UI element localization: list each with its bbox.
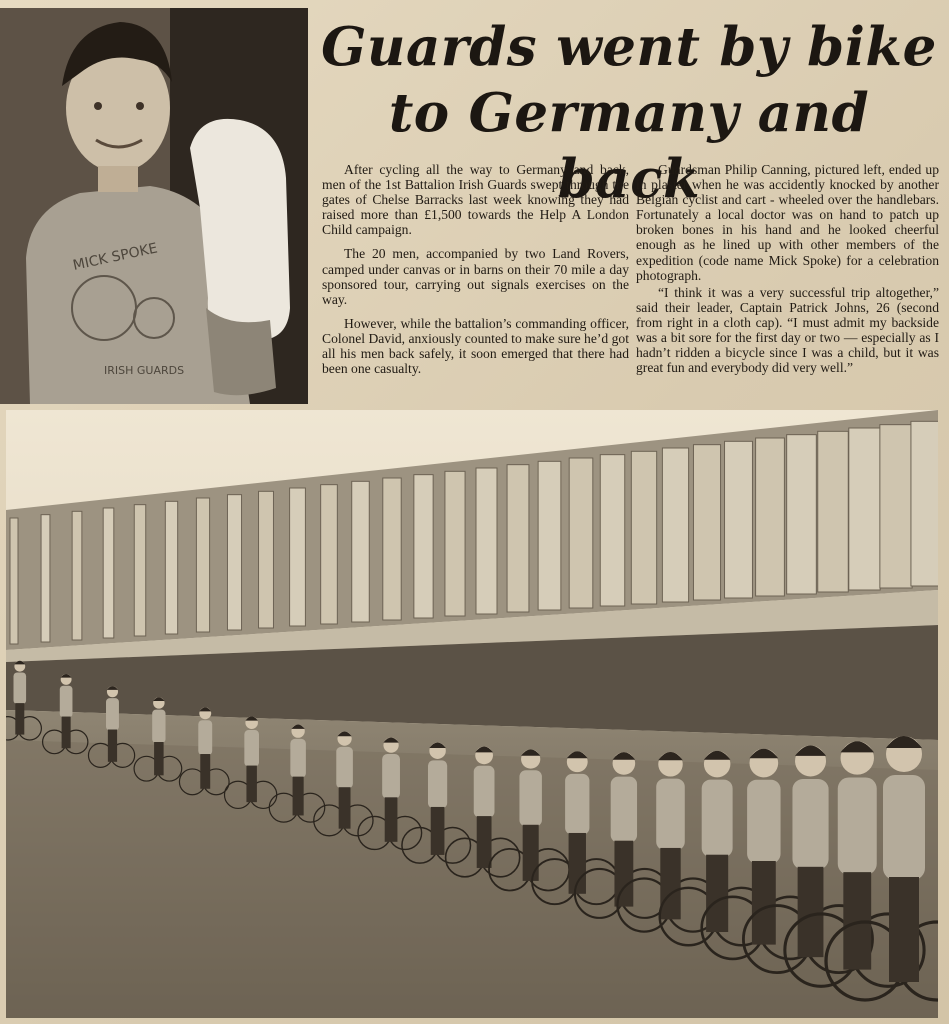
article-paragraph: Guardsman Philip Canning, pictured left, ended up in plaster when he was accidently knocked by another Belgian cyclist and cart - wheeled over the handlebars. Fortunately a local doctor was on hand to patch up broken bones in his hand and he looked cheerful enough as he lined up with other members of the expedition (code name Mick Spoke) for a celebration photograph.	[636, 162, 939, 283]
portrait-photo	[0, 8, 308, 404]
building-window	[787, 435, 817, 594]
building-window	[165, 501, 177, 634]
building-window	[383, 478, 401, 620]
building-window	[538, 461, 561, 610]
building-window	[662, 448, 688, 602]
article-column-1	[322, 162, 629, 385]
building-window	[507, 465, 529, 612]
building-window	[911, 421, 938, 586]
building-window	[756, 438, 785, 596]
headline: Guards went by bike to Germany and back	[321, 16, 937, 210]
building-window	[259, 491, 274, 628]
portrait-sweatshirt-text-2: IRISH GUARDS	[104, 364, 185, 377]
building-window	[227, 495, 241, 630]
group-photo	[6, 410, 938, 1018]
article-paragraph: The 20 men, accompanied by two Land Rovers, camped under canvas or in barns on their 70 mile a day sponsored tour, carrying out signals exercises on the way.	[322, 246, 629, 307]
building-window	[290, 488, 306, 626]
article-paragraph: However, while the battalion’s commanding officer, Colonel David, anxiously counted to make sure he’d got all his men back safely, it soon emerged that there had been one casualty.	[322, 315, 629, 377]
building-window	[631, 451, 656, 604]
building-window	[414, 475, 433, 618]
building-window	[476, 468, 497, 614]
building-window	[72, 511, 82, 640]
building-window	[818, 431, 849, 592]
group-photo-illustration	[6, 410, 938, 1018]
building-window	[880, 425, 912, 588]
article-column-2	[636, 162, 939, 377]
building-window	[600, 455, 624, 606]
building-window	[352, 481, 370, 622]
building-window	[569, 458, 593, 608]
building-window	[10, 518, 18, 644]
building-window	[693, 445, 720, 600]
building-window	[103, 508, 114, 638]
portrait-illustration	[0, 8, 308, 404]
building-window	[849, 428, 880, 590]
building-window	[321, 485, 338, 624]
building-window	[196, 498, 209, 632]
building-window	[134, 505, 145, 636]
portrait-sweatshirt-text: MICK SPOKE	[71, 240, 159, 274]
building-window	[445, 471, 465, 616]
building-window	[41, 515, 50, 642]
article-paragraph: After cycling all the way to Germany and back, men of the 1st Battalion Irish Guards swept through the gates of Chelse Barracks last week knowing they had raised more than £1,500 towards the Help A London Child campaign.	[322, 162, 629, 238]
building-window	[725, 441, 753, 598]
article-paragraph: “I think it was a very successful trip altogether,” said their leader, Captain Patrick Johns, 26 (second from right in a cloth cap). “I must admit my backside was a bit sore for the first day or two — especially as I hadn’t ridden a bicycle since I was a child, but it was great fun and everybody did very well.”	[636, 284, 939, 376]
